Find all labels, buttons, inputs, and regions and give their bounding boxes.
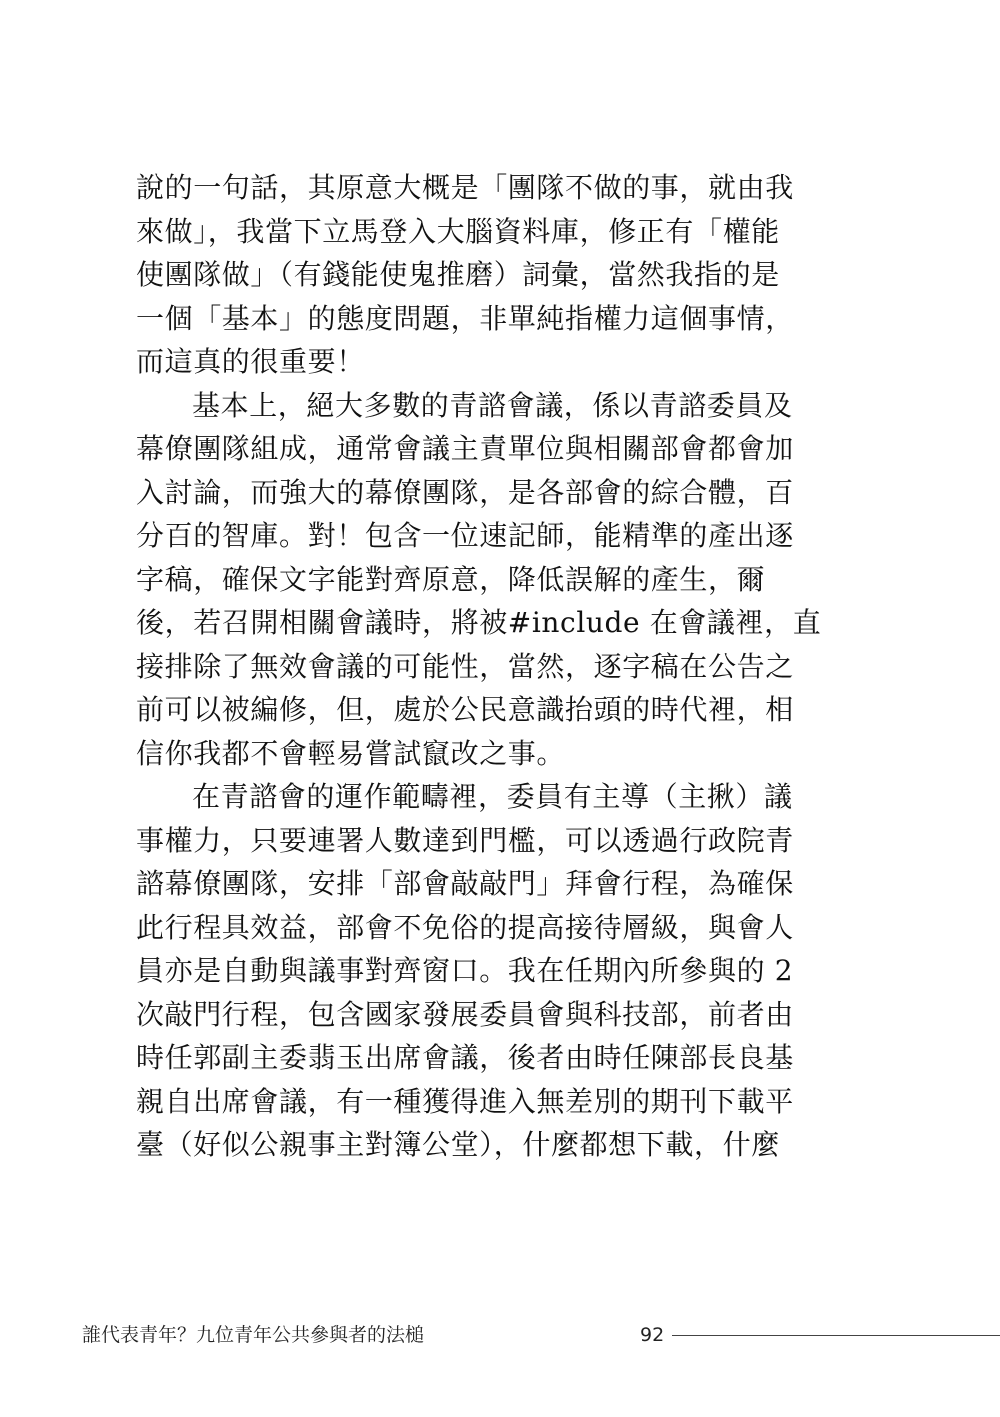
text-line: 次敲門行程，包含國家發展委員會與科技部，前者由 bbox=[136, 997, 794, 1031]
paragraph bbox=[136, 384, 836, 776]
text-line: 前可以被編修，但，處於公民意識抬頭的時代裡，相 bbox=[136, 693, 794, 726]
text-line: 分百的智庫。對！包含一位速記師，能精準的產出逐 bbox=[136, 519, 794, 552]
text-line: 臺（好似公親事主對簿公堂），什麼都想下載，什麼 bbox=[136, 1128, 780, 1161]
text-line: 員亦是自動與議事對齊窗口。我在任期內所參與的 2 bbox=[136, 954, 794, 987]
text-line: 事權力，只要連署人數達到門檻，可以透過行政院青 bbox=[136, 823, 794, 857]
page-number: 92 bbox=[640, 1324, 665, 1346]
text-line: 字稿，確保文字能對齊原意，降低誤解的產生，爾 bbox=[136, 562, 766, 596]
text-line: 在青諮會的運作範疇裡，委員有主導（主揪）議 bbox=[192, 780, 793, 813]
text-line: 信你我都不會輕易嘗試竄改之事。 bbox=[136, 736, 566, 770]
text-line: 親自出席會議，有一種獲得進入無差別的期刊下載平 bbox=[136, 1084, 794, 1118]
paragraph bbox=[136, 166, 836, 384]
text-line: 一個「基本」的態度問題，非單純指權力這個事情， bbox=[136, 301, 794, 335]
text-line: 基本上，絕大多數的青諮會議，係以青諮委員及 bbox=[192, 388, 793, 422]
text-line: 幕僚團隊組成，通常會議主責單位與相關部會都會加 bbox=[136, 432, 794, 465]
text-line: 後，若召開相關會議時，將被#include 在會議裡，直 bbox=[136, 606, 822, 639]
footer-rule bbox=[672, 1335, 1000, 1336]
footer-book-title: 誰代表青年？九位青年公共參與者的法槌 bbox=[82, 1324, 425, 1346]
text-line: 說的一句話，其原意大概是「團隊不做的事，就由我 bbox=[136, 171, 794, 204]
text-line: 而這真的很重要！ bbox=[136, 345, 365, 378]
text-line: 入討論，而強大的幕僚團隊，是各部會的綜合體，百 bbox=[136, 475, 794, 509]
text-line: 接排除了無效會議的可能性，當然，逐字稿在公告之 bbox=[136, 649, 794, 683]
body-text bbox=[136, 166, 836, 1167]
text-line: 使團隊做」（有錢能使鬼推磨）詞彙，當然我指的是 bbox=[136, 258, 780, 291]
paragraph bbox=[136, 775, 836, 1167]
text-line: 來做」，我當下立馬登入大腦資料庫，修正有「權能 bbox=[136, 214, 780, 248]
text-line: 諮幕僚團隊，安排「部會敲敲門」拜會行程，為確保 bbox=[136, 867, 794, 900]
text-line: 時任郭副主委翡玉出席會議，後者由時任陳部長良基 bbox=[136, 1041, 794, 1074]
text-line: 此行程具效益，部會不免俗的提高接待層級，與會人 bbox=[136, 910, 794, 944]
